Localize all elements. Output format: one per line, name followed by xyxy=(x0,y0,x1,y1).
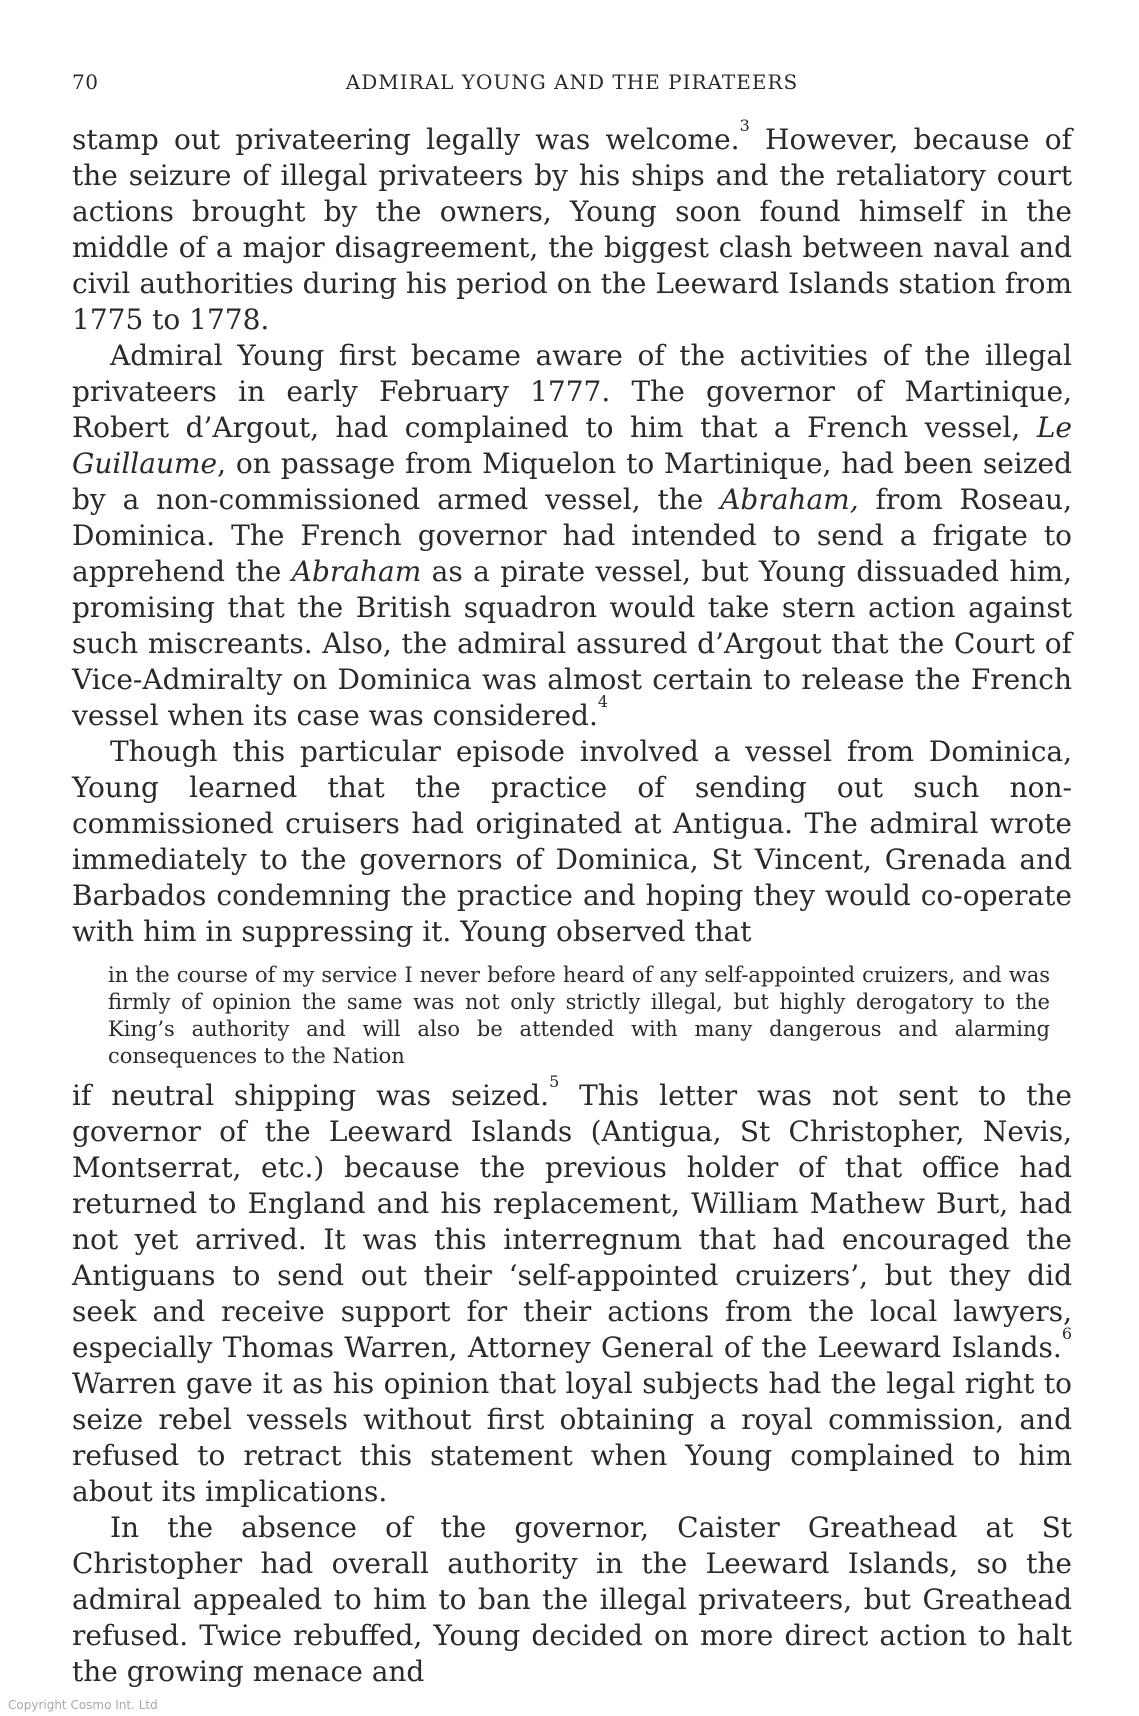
text-run: Admiral Young first became aware of the activities of the illegal privateers in early February 1777. The governor of Martinique, Robert d’Argout, had complained to him that a French vessel, xyxy=(72,339,1072,444)
running-head: ADMIRAL YOUNG AND THE PIRATEERS xyxy=(345,70,799,94)
text-run: from Roseau, Dominica. The French governor had intended to send a frigate to apprehend the xyxy=(72,483,1072,588)
ship-name: Le Guillaume xyxy=(72,411,1072,480)
text-run: In the absence of the governor, Caister Greathead at St Christopher had overall authority in the Leeward Islands, so the admiral appealed to him to ban the illegal privateers, but Greathead refused. Twice rebuffed, Young decided on more direct action to halt the growing menace and xyxy=(72,1511,1072,1688)
text-run: Though this particular episode involved a vessel from Dominica, Young learned that the practice of sending out such non-commissioned cruisers had originated at Antigua. The admiral wrote immediately to the governors of Dominica, St Vincent, Grenada and Barbados condemning the practice and hoping they would co-operate with him in suppressing it. Young observed that xyxy=(72,735,1072,948)
page-number: 70 xyxy=(72,70,99,94)
footnote-ref: 6 xyxy=(1061,1324,1072,1343)
paragraph-1 xyxy=(72,116,1072,338)
text-run: This letter was not sent to the governor of the Leeward Islands (Antigua, St Christopher, Nevis, Montserrat, etc.) because the previous holder of that office had returned to England and his replacement, William Mathew Burt, had not yet arrived. It was this interregnum that had encouraged the Antiguans to send out their ‘self-appointed cruizers’, but they did seek and receive support for their actions from the local lawyers, especially Thomas Warren, Attorney General of the Leeward Islands. xyxy=(72,1079,1073,1364)
ship-name: Abraham xyxy=(291,555,422,588)
text-run: stamp out privateering legally was welcome. xyxy=(72,123,740,156)
footnote-ref: 4 xyxy=(597,692,609,711)
ship-name: Abraham, xyxy=(720,483,859,516)
text-run: , on passage from Miquelon to Martinique, had been seized by a non-commissioned armed vessel, the xyxy=(72,447,1072,516)
text-run: However, because of the seizure of illegal privateers by his ships and the retaliatory court actions brought by the owners, Young soon found himself in the middle of a major disagreement, the biggest clash between naval and civil authorities during his period on the Leeward Islands station from 1775 to 1778. xyxy=(72,123,1072,336)
paragraph-3 xyxy=(72,734,1072,950)
text-run: as a pirate vessel, but Young dissuaded him, promising that the British squadron would take stern action against such miscreants. Also, the admiral assured d’Argout that the Court of Vice-Admiralty on Dominica was almost certain to release the French vessel when its case was considered. xyxy=(72,555,1072,732)
footnote-ref: 5 xyxy=(549,1072,560,1091)
block-quote: in the course of my service I never before heard of any self-appointed cruizers, and was firmly of opinion the same was not only strictly illegal, but highly derogatory to the King’s authority and will also be attended with many dangerous and alarming consequences to the Nation xyxy=(108,963,1050,1068)
footnote-ref: 3 xyxy=(739,116,750,135)
page-header xyxy=(72,70,1072,100)
article-body xyxy=(72,116,1073,1690)
paragraph-4 xyxy=(72,1072,1073,1510)
text-run: Warren gave it as his opinion that loyal subjects had the legal right to seize rebel vessels without first obtaining a royal commission, and refused to retract this statement when Young complained to him about its implications. xyxy=(72,1367,1072,1508)
paragraph-5 xyxy=(72,1510,1072,1690)
paragraph-2 xyxy=(72,338,1072,734)
copyright-watermark: Copyright Cosmo Int. Ltd xyxy=(8,1698,158,1712)
text-run: if neutral shipping was seized. xyxy=(72,1079,550,1112)
